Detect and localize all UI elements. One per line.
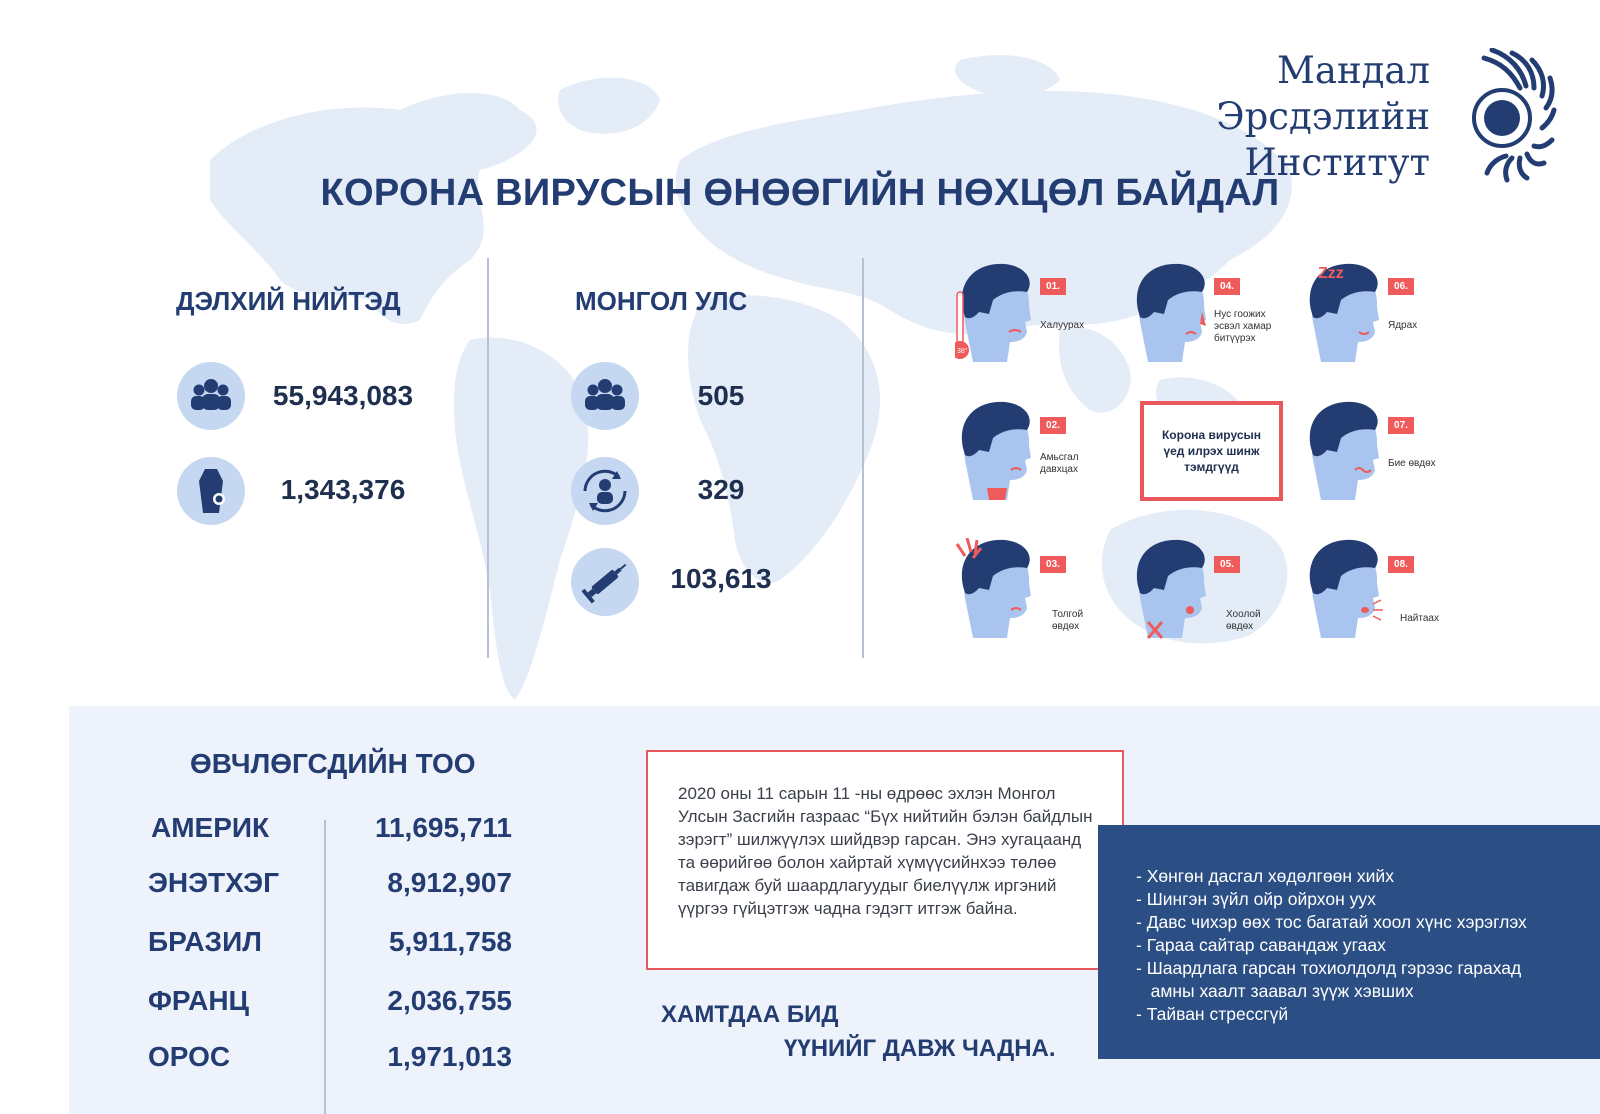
country-name: АМЕРИК	[151, 812, 270, 843]
table-divider	[324, 820, 326, 1114]
symptoms-center-label: Корона вирусын үед илрэх шинж тэмдгүүд	[1140, 401, 1283, 501]
symptom-sore-throat-face	[1130, 538, 1210, 648]
symptom-number: 05.	[1214, 556, 1240, 573]
country-name: ОРОС	[148, 1041, 231, 1072]
logo-text: Мандал Эрсдэлийн Институт	[1216, 49, 1430, 184]
cases-table-title: ӨВЧЛӨГСДИЙН ТОО	[190, 748, 476, 779]
symptom-label: Найтаах	[1400, 613, 1439, 624]
world-heading: ДЭЛХИЙ НИЙТЭД	[176, 286, 401, 316]
country-count: 1,971,013	[387, 1041, 512, 1072]
symptom-number: 06.	[1388, 278, 1414, 295]
coffin-virus-icon	[177, 457, 245, 525]
country-name: ФРАНЦ	[148, 985, 250, 1016]
advice-item: амны хаалт заавал зүүж хэвших	[1136, 981, 1414, 1001]
mongolia-cases-value: 505	[697, 380, 745, 411]
people-icon	[177, 362, 245, 430]
advice-box	[1098, 825, 1600, 1059]
country-name: ЭНЭТХЭГ	[148, 867, 279, 898]
symptom-number: 01.	[1040, 278, 1066, 295]
logo-sun-icon	[1472, 48, 1557, 183]
symptom-label: Нус гоожих эсвэл хамар битүүрэх	[1214, 309, 1272, 344]
advice-item: - Хөнгөн дасгал хөдөлгөөн хийх	[1136, 866, 1394, 886]
symptom-number: 07.	[1388, 417, 1414, 434]
symptom-runny-nose-face	[1130, 262, 1210, 372]
symptom-shortness-breath-face	[955, 400, 1035, 510]
symptom-label: Ядрах	[1388, 320, 1418, 331]
advice-item: - Гараа сайтар савандаж угаах	[1136, 935, 1386, 955]
symptom-label: Бие өвдөх	[1388, 458, 1436, 469]
fever-badge: 38°	[957, 348, 968, 355]
page-title: КОРОНА ВИРУСЫН ӨНӨӨГИЙН НӨХЦӨЛ БАЙДАЛ	[320, 172, 1280, 214]
symptom-number: 08.	[1388, 556, 1414, 573]
mongolia-vaccinated-value: 103,613	[670, 563, 772, 594]
symptom-label: Толгой өвдөх	[1052, 609, 1084, 632]
country-name: БРАЗИЛ	[148, 926, 262, 957]
country-count: 8,912,907	[387, 867, 512, 898]
country-count: 5,911,758	[388, 926, 512, 957]
government-notice: 2020 оны 11 сарын 11 -ны өдрөөс эхлэн Монгол Улсын Засгийн газраас “Бүх нийтийн бэлэн байдлын зэрэгт” шилжүүлэх шийдвэр гарсан. Энэ хугацаанд та өөрийгөө болон хайртай хүмүүсийнхээ төлөө тавигдаж буй шаардлагуудыг биелүүлж иргэний үүргээ гүйцэтгэж чадна гэдэгт итгэж байна.	[646, 750, 1124, 970]
symptom-number: 04.	[1214, 278, 1240, 295]
advice-item: - Давс чихэр өөх тос багатай хоол хүнс хэрэглэх	[1136, 912, 1527, 932]
mongolia-recovered-value: 329	[697, 474, 745, 505]
symptom-label: Амьсгал давхцах	[1040, 452, 1079, 475]
slogan-line2: ҮҮНИЙГ ДАВЖ ЧАДНА.	[784, 1035, 1056, 1062]
country-count: 11,695,711	[374, 812, 512, 843]
symptom-number: 02.	[1040, 417, 1066, 434]
advice-item: - Шингэн зүйл ойр ойрхон уух	[1136, 889, 1376, 909]
country-count: 2,036,755	[387, 985, 512, 1016]
column-divider	[862, 258, 864, 658]
zzz-badge: Zzz	[1318, 265, 1344, 282]
advice-item: - Тайван стрессгүй	[1136, 1004, 1289, 1024]
column-divider	[487, 258, 489, 658]
symptom-body-ache-face	[1303, 400, 1383, 510]
symptom-label: Хоолой өвдөх	[1226, 609, 1261, 632]
world-cases-value: 55,943,083	[272, 380, 414, 411]
world-deaths-value: 1,343,376	[280, 474, 406, 505]
mongolia-heading: МОНГОЛ УЛС	[575, 286, 748, 316]
symptom-label: Халуурах	[1040, 320, 1085, 331]
symptom-sneeze-face	[1303, 538, 1383, 648]
advice-item: - Шаардлага гарсан тохиолдолд гэрээс гарахад	[1136, 958, 1522, 978]
symptom-number: 03.	[1040, 556, 1066, 573]
slogan-line1: ХАМТДАА БИД	[661, 1001, 839, 1028]
institute-logo	[1216, 48, 1562, 188]
symptom-headache-face	[955, 538, 1035, 648]
